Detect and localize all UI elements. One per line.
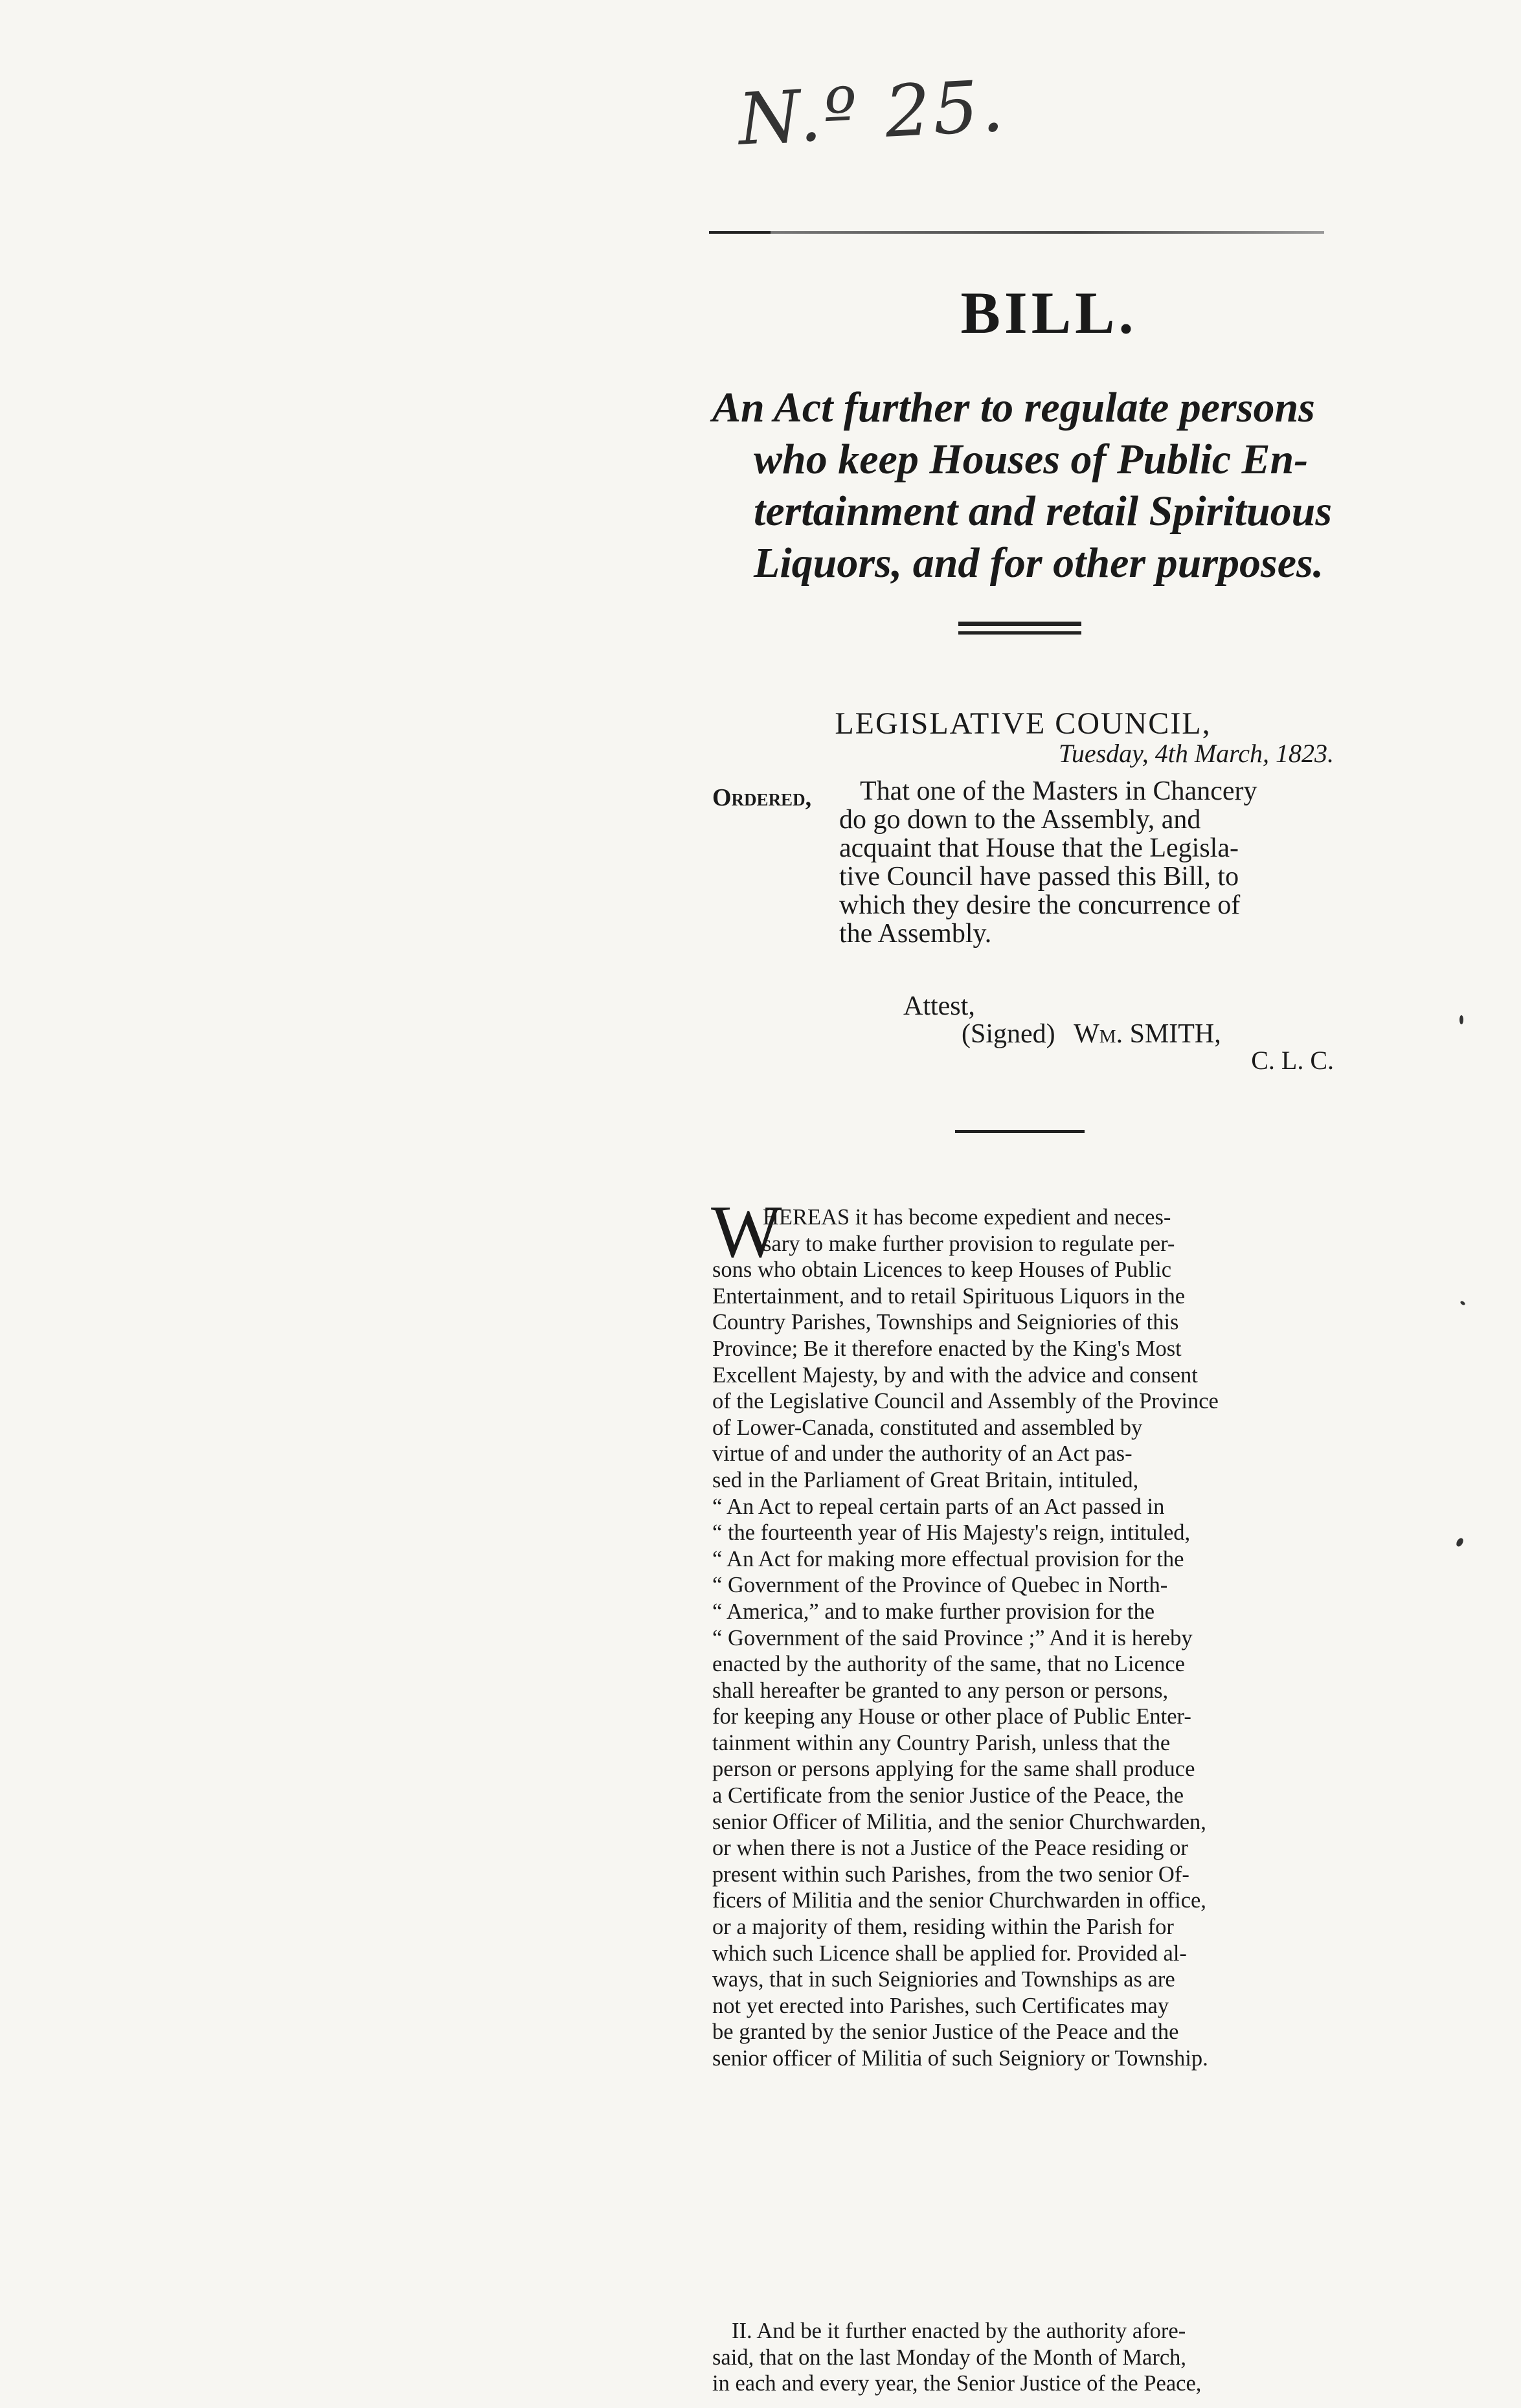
double-rule-lower bbox=[958, 631, 1081, 635]
preamble-paragraph bbox=[712, 1204, 1327, 2072]
act-title-line: who keep Houses of Public En- bbox=[754, 436, 1309, 483]
text-line: in each and every year, the Senior Justice of the Peace, bbox=[712, 2371, 1202, 2396]
text-line: said, that on the last Monday of the Month of March, bbox=[712, 2345, 1187, 2370]
text-line: present within such Parishes, from the two senior Of- bbox=[712, 1862, 1189, 1887]
text-line: II. And be it further enacted by the authority afore- bbox=[732, 2319, 1186, 2343]
text-line: senior officer of Militia of such Seigniory or Township. bbox=[712, 2046, 1208, 2071]
text-line: sary to make further provision to regulate per- bbox=[763, 1231, 1175, 1256]
ordered-line: That one of the Masters in Chancery bbox=[860, 776, 1257, 806]
text-line: or a majority of them, residing within the Parish for bbox=[712, 1915, 1174, 1940]
text-line: tainment within any Country Parish, unless that the bbox=[712, 1730, 1171, 1755]
ordered-text bbox=[712, 777, 1334, 948]
text-line: Entertainment, and to retail Spirituous Liquors in the bbox=[712, 1283, 1186, 1309]
act-title-line: tertainment and retail Spirituous bbox=[754, 488, 1333, 535]
act-title-line: An Act further to regulate persons bbox=[712, 384, 1315, 431]
section-two-paragraph bbox=[712, 2318, 1327, 2397]
top-divider-rule bbox=[709, 231, 1324, 234]
text-line: be granted by the senior Justice of the Peace and the bbox=[712, 2020, 1179, 2045]
text-line: “ An Act for making more effectual provision for the bbox=[712, 1546, 1184, 1571]
text-line: sons who obtain Licences to keep Houses of Public bbox=[712, 1257, 1172, 1283]
signatory-title: C. L. C. bbox=[1251, 1046, 1334, 1075]
text-line: “ An Act to repeal certain parts of an Act passed in bbox=[712, 1494, 1165, 1519]
text-line: senior Officer of Militia, and the senior Churchwarden, bbox=[712, 1809, 1206, 1834]
text-line: “ Government of the Province of Quebec in North- bbox=[712, 1573, 1168, 1598]
ordered-line: tive Council have passed this Bill, to bbox=[839, 862, 1239, 892]
text-line: Country Parishes, Townships and Seigniories of this bbox=[712, 1310, 1179, 1335]
text-line: ficers of Militia and the senior Churchwarden in office, bbox=[712, 1888, 1206, 1913]
ordered-line: the Assembly. bbox=[839, 919, 992, 949]
text-line: of Lower-Canada, constituted and assembled by bbox=[712, 1415, 1143, 1440]
text-line: “ Government of the said Province ;” And it is hereby bbox=[712, 1625, 1193, 1650]
text-line: Excellent Majesty, by and with the advice and consent bbox=[712, 1362, 1198, 1388]
text-line: for keeping any House or other place of Public Enter- bbox=[712, 1704, 1191, 1729]
signatory-name: Wm. SMITH, bbox=[1074, 1019, 1221, 1049]
ink-speck bbox=[1455, 1537, 1465, 1548]
text-line: “ America,” and to make further provision for the bbox=[712, 1599, 1155, 1624]
double-rule-upper bbox=[958, 622, 1081, 626]
text-line: virtue of and under the authority of an Act pas- bbox=[712, 1441, 1132, 1467]
section-divider-rule bbox=[955, 1130, 1085, 1133]
text-line: or when there is not a Justice of the Peace residing or bbox=[712, 1836, 1188, 1861]
act-title bbox=[712, 382, 1360, 589]
signed-label: (Signed) bbox=[962, 1019, 1055, 1049]
text-line: a Certificate from the senior Justice of the Peace, the bbox=[712, 1783, 1184, 1808]
council-heading: LEGISLATIVE COUNCIL, bbox=[835, 706, 1211, 741]
ordered-label: Ordered, bbox=[712, 784, 812, 811]
ordered-line: acquaint that House that the Legisla- bbox=[839, 833, 1239, 863]
handwritten-bill-number: N.º 25. bbox=[736, 64, 1008, 161]
text-line: sed in the Parliament of Great Britain, intituled, bbox=[712, 1467, 1139, 1492]
ink-speck bbox=[1459, 1300, 1465, 1306]
text-line: of the Legislative Council and Assembly of the Province bbox=[712, 1389, 1219, 1414]
text-line: ways, that in such Seigniories and Townships as are bbox=[712, 1967, 1175, 1992]
drop-cap: W bbox=[711, 1191, 782, 1274]
council-date: Tuesday, 4th March, 1823. bbox=[1058, 739, 1334, 768]
ink-speck bbox=[1459, 1015, 1463, 1024]
ordered-line: do go down to the Assembly, and bbox=[839, 805, 1201, 835]
text-line: enacted by the authority of the same, that no Licence bbox=[712, 1652, 1185, 1677]
text-line: HEREAS it has become expedient and neces- bbox=[763, 1205, 1171, 1230]
text-line: “ the fourteenth year of His Majesty's reign, intituled, bbox=[712, 1520, 1191, 1546]
text-line: Province; Be it therefore enacted by the King's Most bbox=[712, 1336, 1182, 1361]
text-line: not yet erected into Parishes, such Certificates may bbox=[712, 1993, 1169, 2018]
bill-title: BILL. bbox=[960, 280, 1138, 346]
act-title-line: Liquors, and for other purposes. bbox=[754, 539, 1324, 587]
ordered-line: which they desire the concurrence of bbox=[839, 890, 1241, 920]
attest-label: Attest, bbox=[903, 991, 975, 1021]
text-line: person or persons applying for the same shall produce bbox=[712, 1757, 1195, 1782]
text-line: which such Licence shall be applied for. Provided al- bbox=[712, 1941, 1187, 1966]
text-line: shall hereafter be granted to any person or persons, bbox=[712, 1678, 1169, 1703]
